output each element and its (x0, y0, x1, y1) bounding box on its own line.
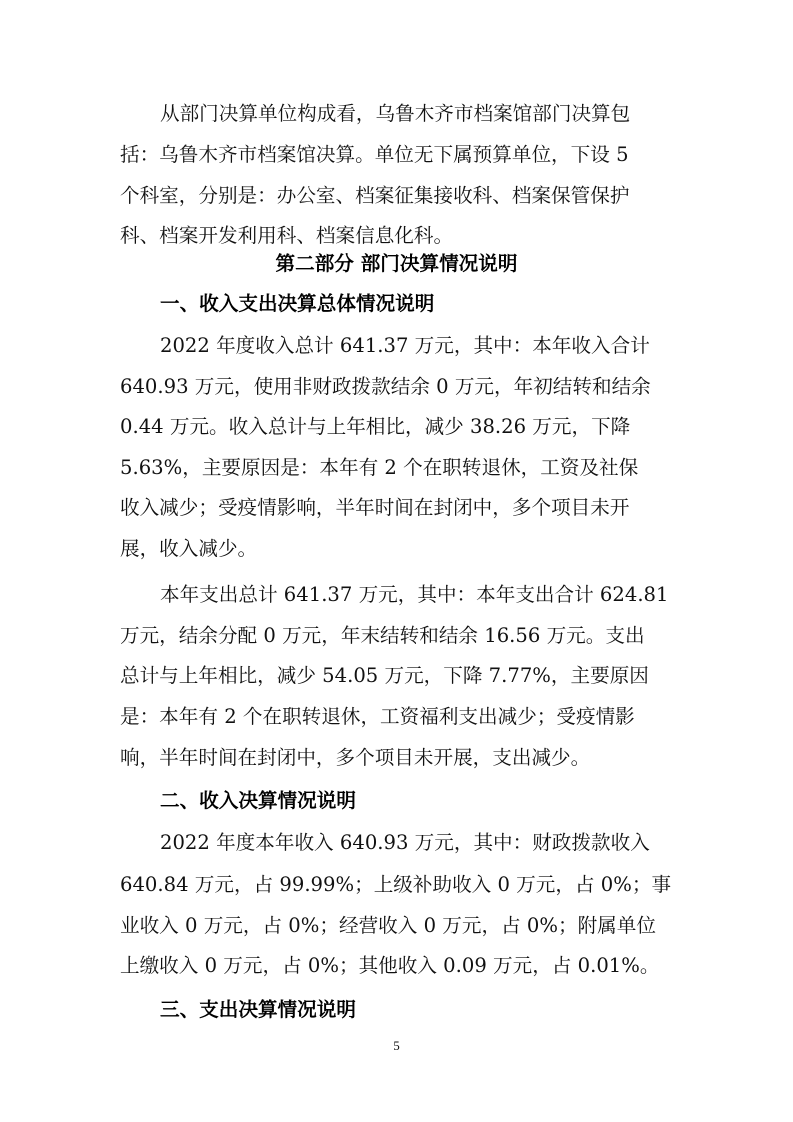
section-heading: 一、收入支出决算总体情况说明 (160, 292, 435, 315)
paragraph-line: 响，半年时间在封闭中，多个项目未开展，支出减少。 (120, 746, 591, 769)
paragraph-line: 640.93 万元，使用非财政拨款结余 0 万元，年初结转和结余 (120, 375, 651, 398)
part-title: 第二部分 部门决算情况说明 (275, 252, 518, 275)
section-heading: 二、收入决算情况说明 (160, 789, 356, 812)
section-heading: 三、支出决算情况说明 (160, 998, 356, 1021)
paragraph-line: 5.63%，主要原因是：本年有 2 个在职转退休，工资及社保 (120, 456, 639, 479)
paragraph-line: 总计与上年相比，减少 54.05 万元，下降 7.77%，主要原因 (120, 664, 649, 687)
paragraph-line: 0.44 万元。收入总计与上年相比，减少 38.26 万元，下降 (120, 415, 631, 438)
paragraph-line: 上缴收入 0 万元，占 0%；其他收入 0.09 万元，占 0.01%。 (120, 954, 660, 977)
paragraph-line: 展，收入减少。 (120, 537, 258, 560)
paragraph-line: 万元，结余分配 0 万元，年末结转和结余 16.56 万元。支出 (120, 624, 645, 647)
paragraph-line: 2022 年度本年收入 640.93 万元，其中：财政拨款收入 (160, 831, 650, 854)
paragraph-line: 科、档案开发利用科、档案信息化科。 (120, 224, 454, 247)
paragraph-line: 收入减少；受疫情影响，半年时间在封闭中，多个项目未开 (120, 496, 630, 519)
page-number: 5 (393, 1038, 400, 1053)
paragraph-line: 本年支出总计 641.37 万元，其中：本年支出合计 624.81 (160, 583, 669, 606)
paragraph-line: 业收入 0 万元，占 0%；经营收入 0 万元，占 0%；附属单位 (120, 914, 656, 937)
paragraph-line: 是：本年有 2 个在职转退休，工资福利支出减少；受疫情影 (120, 705, 635, 728)
paragraph-line: 从部门决算单位构成看，乌鲁木齐市档案馆部门决算包 (160, 102, 631, 125)
paragraph-line: 640.84 万元，占 99.99%；上级补助收入 0 万元，占 0%；事 (120, 873, 672, 896)
paragraph-line: 个科室，分别是：办公室、档案征集接收科、档案保管保护 (120, 184, 630, 207)
paragraph-line: 括：乌鲁木齐市档案馆决算。单位无下属预算单位，下设 5 (120, 143, 629, 166)
paragraph-line: 2022 年度收入总计 641.37 万元，其中：本年收入合计 (160, 334, 650, 357)
